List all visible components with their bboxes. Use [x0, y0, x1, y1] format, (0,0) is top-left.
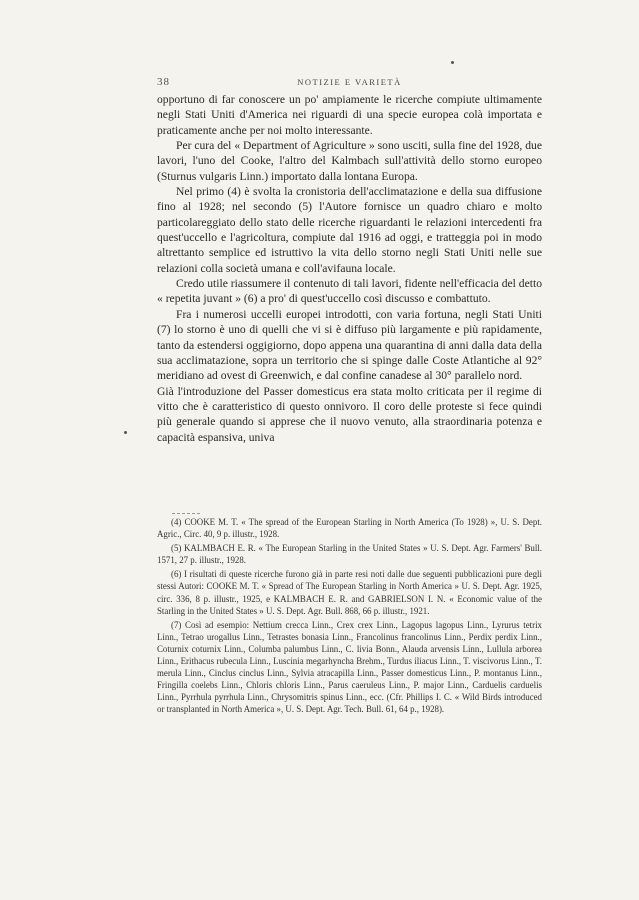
- footnote-4: (4) COOKE M. T. « The spread of the European Starling in North America (To 1928) », U. S. Dept. Agric., Circ. 40, 9 p. illustr., 1928.: [157, 517, 542, 540]
- scan-speck: [124, 431, 127, 434]
- paragraph-5: Fra i numerosi uccelli europei introdotti, con varia fortuna, negli Stati Uniti (7) lo storno è uno di quelli che vi si è diffuso più largamente e più rapidamente, tanto da estendersi oggigiorno, dopo appena una quarantina di anni dalla data della sua acclimatazione, sopra un territorio che si spinge dalle Coste Atlantiche al 92° meridiano ad ovest di Greenwich, e dal confine canadese al 30° parallelo nord.: [157, 307, 542, 383]
- footnote-separator: [172, 513, 200, 515]
- footnote-5: (5) KALMBACH E. R. « The European Starling in the United States » U. S. Dept. Agr. Farmers' Bull. 1571, 27 p. illustr., 1928.: [157, 543, 542, 566]
- paragraph-2: Per cura del « Department of Agriculture » sono usciti, sulla fine del 1928, due lavori, l'uno del Cooke, l'altro del Kalmbach sull'attività dello storno europeo (Sturnus vulgaris Linn.) importato dalla lontana Europa.: [157, 139, 542, 183]
- paragraph-6: Già l'introduzione del Passer domesticus era stata molto criticata per il regime di vitto che è caratteristico di questo onnivoro. Il coro delle proteste si fece quindi più generale quando si apprese che il nuovo venuto, alla straordinaria potenza e capacità espansiva, univa: [157, 384, 542, 444]
- page-header: [157, 76, 542, 92]
- footnotes: [157, 516, 542, 716]
- body-text: [157, 92, 542, 445]
- running-title: NOTIZIE E VARIETÀ: [297, 77, 402, 87]
- page-number: 38: [157, 76, 170, 88]
- paragraph-1: opportuno di far conoscere un po' ampiamente le ricerche compiute ultimamente negli Stati Uniti d'America nei riguardi di una specie europea colà importata e praticamente anche per noi molto interessante.: [157, 93, 542, 137]
- paragraph-3: Nel primo (4) è svolta la cronistoria dell'acclimatazione e della sua diffusione fino al 1928; nel secondo (5) l'Autore fornisce un quadro chiaro e molto particolareggiato dello stato delle ricerche riguardanti le relazioni intercedenti fra quest'uccello e l'agricoltura, compiute dal 1916 ad oggi, e tratteggia poi in modo altrettanto semplice ed istruttivo la vita dello storno negli Stati Uniti nelle sue relazioni colla società umana e coll'avifauna locale.: [157, 185, 542, 275]
- scan-speck: [451, 61, 454, 64]
- footnote-6: (6) I risultati di queste ricerche furono già in parte resi noti dalle due seguenti pubblicazioni pure degli stessi Autori: COOKE M. T. « Spread of The European Starling in North America » U. S. Dept. Agr. 1925, circ. 336, 8 p. illustr., 1925, e KALMBACH E. R. and GABRIELSON I. N. « Economic value of the Starling in the United States » U. S. Dept. Agr. Bull. 868, 66 p. illustr., 1921.: [157, 569, 542, 616]
- paragraph-4: Credo utile riassumere il contenuto di tali lavori, fidente nell'efficacia del detto « repetita juvant » (6) a pro' di quest'uccello così discusso e combattuto.: [157, 277, 542, 306]
- footnote-7: (7) Così ad esempio: Nettium crecca Linn., Crex crex Linn., Lagopus lagopus Linn., Lyrurus tetrix Linn., Tetrao urogallus Linn., Tetrastes bonasia Linn., Francolinus francolinus Linn., Perdix perdix Linn., Coturnix coturnix Linn., Columba palumbus Linn., C. livia Bonn., Alauda arvensis Linn., Lullula arborea Linn., Erithacus rubecula Linn., Luscinia megarhyncha Brehm., Turdus iliacus Linn., T. viscivorus Linn., T. merula Linn., Cinclus cinclus Linn., Sylvia atracapilla Linn., Passer domesticus Linn., P. montanus Linn., Fringilla coelebs Linn., Chloris chloris Linn., Parus caeruleus Linn., P. major Linn., Carduelis carduelis Linn., Pyrrhula pyrrhula Linn., Chrysomitris spinus Linn., ecc. (Cfr. Phillips I. C. « Wild Birds introduced or transplanted in North America », U. S. Dept. Agr. Tech. Bull. 61, 64 p., 1928).: [157, 619, 542, 715]
